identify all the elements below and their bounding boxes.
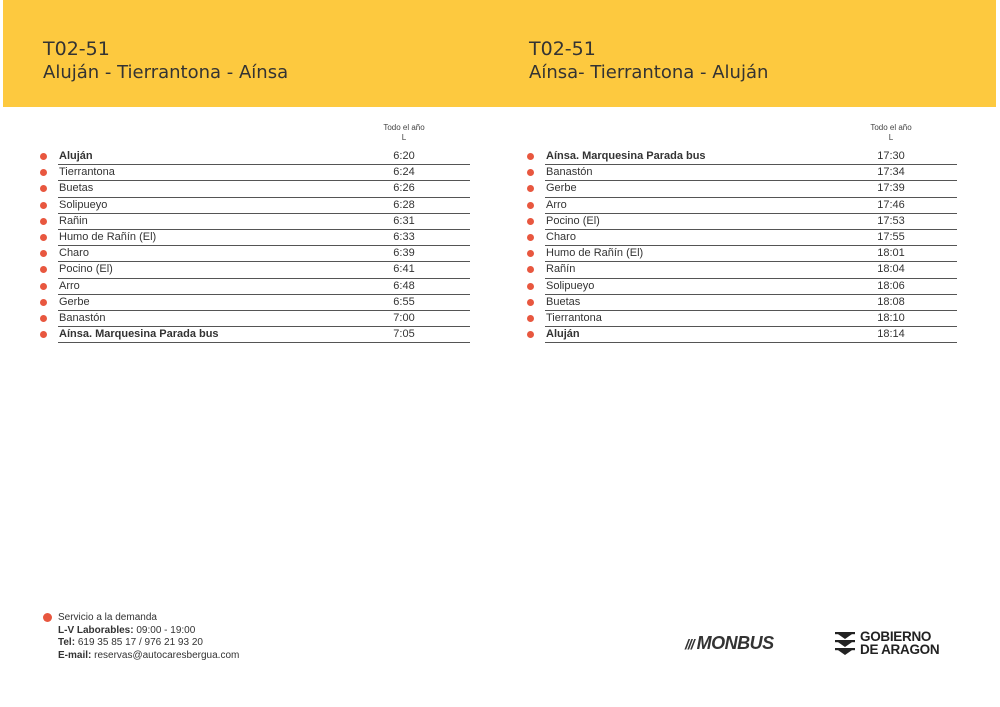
- stop-row: [58, 327, 470, 343]
- stop-dot-icon: [40, 283, 47, 290]
- stop-row: [545, 198, 957, 214]
- stop-name: Rañín: [546, 263, 576, 276]
- stop-dot-icon: [527, 283, 534, 290]
- day-label: L: [888, 133, 894, 142]
- stop-name: Pocino (El): [546, 214, 600, 227]
- stop-dot-icon: [40, 299, 47, 306]
- stop-dot-icon: [527, 234, 534, 241]
- stop-name: Banastón: [59, 311, 106, 324]
- stop-name: Charo: [546, 230, 576, 243]
- tel-value: 619 35 85 17 / 976 21 93 20: [75, 637, 203, 648]
- stop-time: 6:24: [393, 166, 415, 179]
- stop-name: Pocino (El): [59, 263, 113, 276]
- gobierno-logo-text: [860, 630, 939, 656]
- email-label: E-mail:: [58, 649, 92, 661]
- stop-dot-icon: [40, 185, 47, 192]
- stop-dot-icon: [40, 202, 47, 209]
- stop-row: [58, 262, 470, 278]
- monbus-logo: [685, 633, 774, 654]
- stop-row: [58, 295, 470, 311]
- stop-dot-icon: [527, 218, 534, 225]
- aragon-emblem-icon: [834, 631, 856, 657]
- stop-time: 6:28: [393, 198, 415, 211]
- demand-service-dot-icon: [43, 613, 52, 622]
- stop-name: Arro: [59, 279, 80, 292]
- stop-name: Aínsa. Marquesina Parada bus: [546, 150, 706, 162]
- stop-row: [58, 149, 470, 165]
- stop-name: Charo: [59, 247, 89, 260]
- stop-time: 6:20: [393, 150, 415, 162]
- stop-name: Gerbe: [546, 182, 577, 195]
- stop-time: 7:00: [393, 311, 415, 324]
- stop-time: 6:33: [393, 230, 415, 243]
- stop-time: 17:30: [877, 150, 905, 162]
- stop-row: [58, 165, 470, 181]
- stop-name: Aluján: [546, 328, 580, 341]
- gobierno-logo-line1: GOBIERNO: [860, 629, 932, 644]
- stop-time: 17:46: [877, 198, 905, 211]
- column-header: [40, 121, 470, 149]
- stop-time: 7:05: [393, 328, 415, 341]
- period-label: Todo el año: [383, 123, 425, 132]
- stop-dot-icon: [40, 266, 47, 273]
- stop-time: 18:04: [877, 263, 905, 276]
- stop-row: [58, 214, 470, 230]
- stop-name: Humo de Rañín (El): [546, 247, 644, 260]
- gobierno-aragon-logo: [834, 630, 954, 660]
- stop-time: 18:14: [877, 328, 905, 341]
- contact-info: [43, 612, 239, 662]
- stop-row: [58, 198, 470, 214]
- email-value: reservas@autocaresbergua.com: [91, 649, 240, 661]
- stop-dot-icon: [527, 250, 534, 257]
- stop-dot-icon: [527, 266, 534, 273]
- stop-dot-icon: [527, 202, 534, 209]
- tel-label: Tel:: [58, 637, 76, 648]
- stop-dot-icon: [40, 331, 47, 338]
- stop-time: 17:53: [877, 214, 905, 227]
- stop-dot-icon: [40, 169, 47, 176]
- tel-line: [58, 637, 239, 650]
- stop-dot-icon: [40, 250, 47, 257]
- route-title-outbound: [43, 37, 288, 85]
- route-name: Aluján - Tierrantona - Aínsa: [43, 62, 289, 83]
- stop-time: 6:41: [393, 263, 415, 276]
- stop-time: 18:01: [877, 247, 905, 260]
- stop-row: [545, 327, 957, 343]
- hours-line: [58, 625, 239, 638]
- stop-name: Solipueyo: [546, 279, 595, 292]
- gobierno-logo-line2: DE ARAGON: [860, 642, 940, 657]
- timetable-outbound: [40, 121, 470, 343]
- monbus-bars-icon: ///: [685, 636, 694, 652]
- stop-name: Aínsa. Marquesina Parada bus: [59, 328, 219, 341]
- stop-name: Banastón: [546, 166, 593, 179]
- period-label: Todo el año: [870, 123, 912, 132]
- stop-time: 6:31: [393, 214, 415, 227]
- stop-name: Rañin: [59, 214, 88, 227]
- day-label: L: [401, 133, 407, 142]
- stop-row: [545, 214, 957, 230]
- stop-row: [58, 311, 470, 327]
- stop-row: [545, 165, 957, 181]
- stop-dot-icon: [40, 153, 47, 160]
- stop-time: 6:55: [393, 295, 415, 308]
- stop-row: [545, 230, 957, 246]
- stop-time: 18:08: [877, 295, 905, 308]
- service-label: Servicio a la demanda: [58, 612, 157, 623]
- stop-dot-icon: [40, 218, 47, 225]
- stop-row: [58, 279, 470, 295]
- stop-dot-icon: [527, 169, 534, 176]
- stop-time: 6:39: [393, 247, 415, 260]
- stop-dot-icon: [527, 331, 534, 338]
- hours-value: 09:00 - 19:00: [133, 624, 196, 636]
- stop-row: [545, 181, 957, 197]
- stop-row: [58, 246, 470, 262]
- stop-name: Solipueyo: [59, 198, 108, 211]
- timetable-return: [527, 121, 957, 343]
- stop-row: [545, 246, 957, 262]
- stop-row: [545, 311, 957, 327]
- stop-row: [58, 181, 470, 197]
- stop-time: 6:26: [393, 182, 415, 195]
- stop-name: Arro: [546, 198, 567, 211]
- stop-name: Humo de Rañín (El): [59, 230, 157, 243]
- stop-dot-icon: [527, 153, 534, 160]
- stop-row: [58, 230, 470, 246]
- stop-name: Gerbe: [59, 295, 90, 308]
- stop-time: 6:48: [393, 279, 415, 292]
- stop-time: 18:10: [877, 311, 905, 324]
- stop-list: [40, 149, 470, 343]
- stop-time: 17:55: [877, 230, 905, 243]
- stop-row: [545, 279, 957, 295]
- stop-dot-icon: [40, 315, 47, 322]
- route-title-return: [529, 37, 768, 85]
- stop-name: Aluján: [59, 150, 93, 162]
- stop-list: [527, 149, 957, 343]
- stop-name: Buetas: [546, 295, 581, 308]
- stop-row: [545, 262, 957, 278]
- stop-name: Tierrantona: [546, 311, 602, 324]
- route-name: Aínsa- Tierrantona - Aluján: [529, 62, 769, 83]
- stop-name: Buetas: [59, 182, 94, 195]
- stop-time: 18:06: [877, 279, 905, 292]
- stop-name: Tierrantona: [59, 166, 115, 179]
- stop-dot-icon: [527, 299, 534, 306]
- stop-row: [545, 295, 957, 311]
- stop-dot-icon: [527, 185, 534, 192]
- hours-label: L-V Laborables:: [58, 624, 134, 636]
- route-code: T02-51: [43, 38, 110, 60]
- stop-time: 17:39: [877, 182, 905, 195]
- email-line: [58, 650, 239, 663]
- route-code: T02-51: [529, 38, 596, 60]
- column-header: [527, 121, 957, 149]
- stop-row: [545, 149, 957, 165]
- monbus-logo-text: MONBUS: [696, 633, 774, 653]
- stop-dot-icon: [527, 315, 534, 322]
- stop-time: 17:34: [877, 166, 905, 179]
- stop-dot-icon: [40, 234, 47, 241]
